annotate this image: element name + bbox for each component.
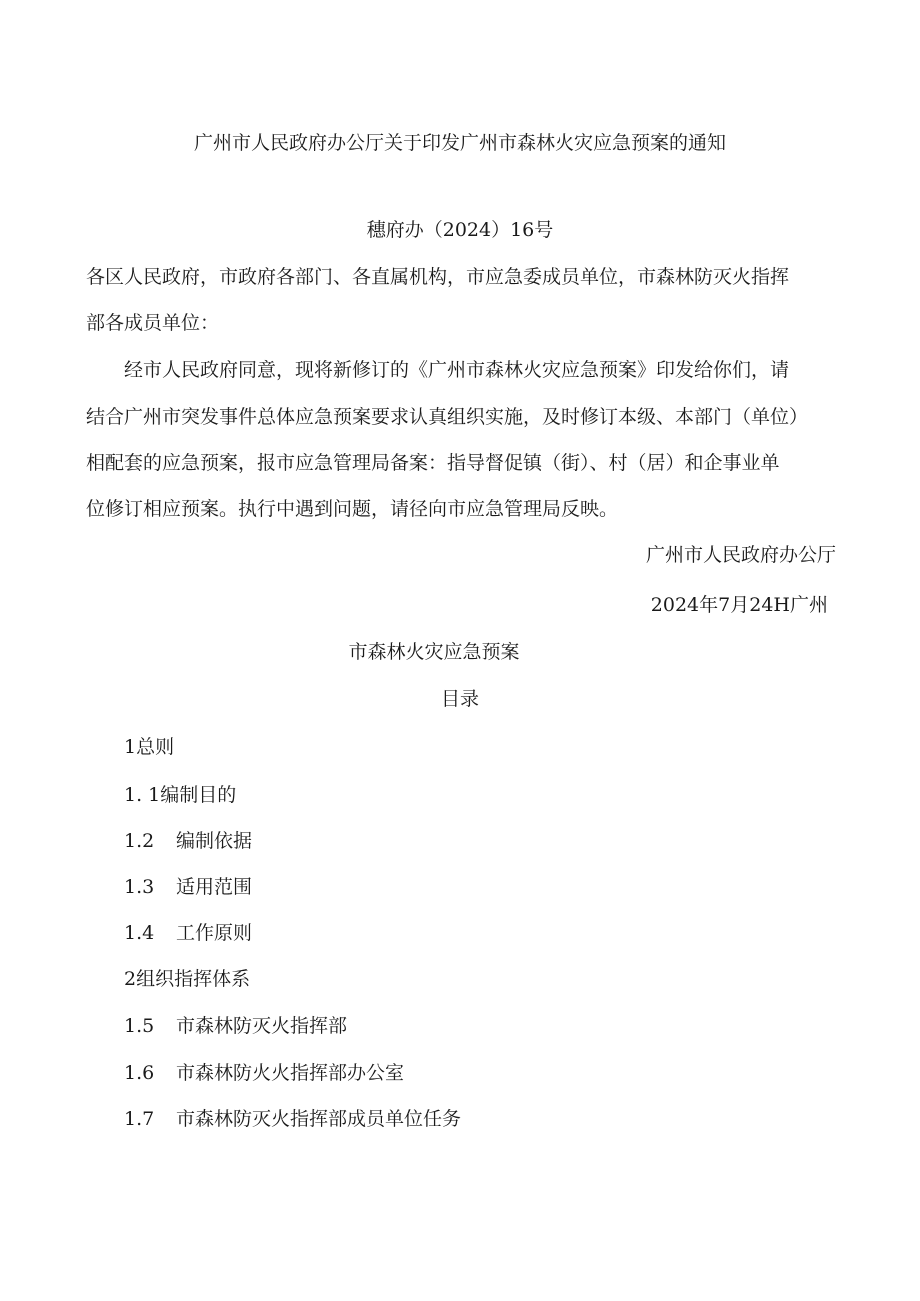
toc-item-label: 编制目的	[160, 784, 237, 806]
toc-item-number: 1	[124, 736, 137, 758]
toc-item	[124, 738, 174, 757]
addressee-line-1: 各区人民政府，市政府各部门、各直属机构，市应急委成员单位，市森林防灭火指挥	[86, 266, 790, 288]
signature-organization: 广州市人民政府办公厅	[645, 544, 836, 566]
toc-item-number: 1.7	[124, 1108, 155, 1130]
toc-item-number: 1.3	[124, 876, 155, 898]
toc-item-number: 1.6	[124, 1062, 155, 1084]
body-line-2: 结合广州市突发事件总体应急预案要求认真组织实施，及时修订本级、本部门（单位）	[86, 406, 809, 428]
toc-item	[124, 878, 252, 897]
toc-item-number: 1. 1	[124, 784, 161, 806]
toc-item-label: 工作原则	[176, 922, 253, 944]
toc-item-number: 1.4	[124, 922, 155, 944]
toc-item	[124, 970, 250, 989]
toc-item-label: 市森林防灭火指挥部	[176, 1015, 348, 1037]
addressee-line-2: 部各成员单位：	[86, 312, 220, 334]
signature-date: 2024年7月24H广州	[650, 594, 828, 616]
toc-item-number: 1.2	[124, 830, 155, 852]
toc-item-label: 总则	[136, 736, 175, 758]
toc-item	[124, 924, 252, 943]
toc-item-label: 编制依据	[176, 830, 253, 852]
body-line-3: 相配套的应急预案，报市应急管理局备案：指导督促镇（街）、村（居）和企事业单	[86, 452, 780, 474]
toc-item	[124, 1064, 404, 1083]
body-line-1: 经市人民政府同意，现将新修订的《广州市森林火灾应急预案》印发给你们，请	[124, 359, 790, 381]
toc-item-number: 1.5	[124, 1015, 155, 1037]
toc-item-label: 市森林防灭火指挥部成员单位任务	[176, 1108, 462, 1130]
toc-item	[124, 786, 236, 805]
toc-item-label: 适用范围	[176, 876, 253, 898]
body-line-4: 位修订相应预案。执行中遇到问题，请径向市应急管理局反映。	[86, 498, 619, 520]
toc-item	[124, 832, 252, 851]
toc-item	[124, 1110, 461, 1129]
toc-heading: 目录	[440, 688, 479, 710]
toc-item	[124, 1017, 347, 1036]
document-title: 广州市人民政府办公厅关于印发广州市森林火灾应急预案的通知	[193, 132, 726, 154]
toc-item-number: 2	[124, 968, 137, 990]
document-number: 穗府办（2024）16号	[366, 219, 554, 241]
toc-item-label: 组织指挥体系	[136, 968, 251, 990]
plan-title: 市森林火灾应急预案	[348, 641, 520, 663]
toc-item-label: 市森林防火火指挥部办公室	[176, 1062, 405, 1084]
